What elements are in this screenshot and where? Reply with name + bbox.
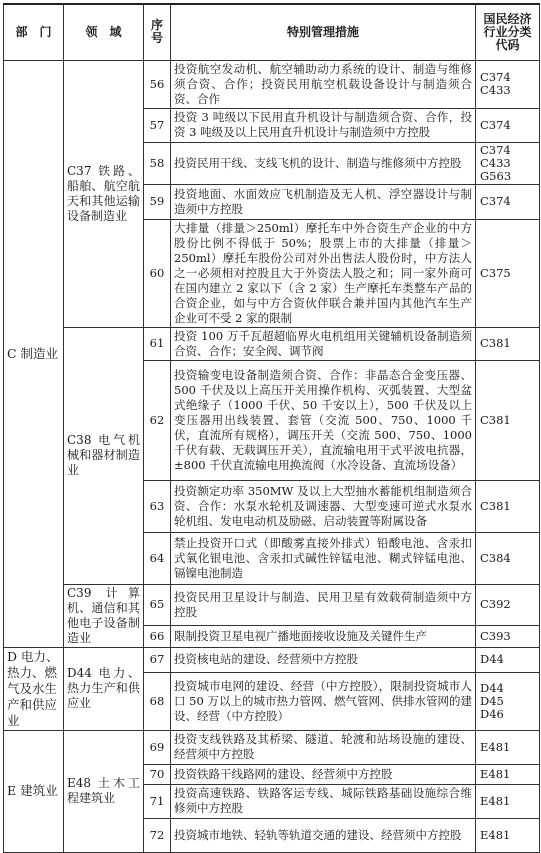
serial-cell: 62 <box>144 360 171 480</box>
industry-code: C374 <box>480 194 511 208</box>
serial-cell: 60 <box>144 219 171 327</box>
code-cell <box>476 108 540 142</box>
industry-code: D46 <box>480 706 504 721</box>
industry-code: G563 <box>480 168 512 183</box>
code-cell <box>476 672 540 730</box>
serial-cell: 72 <box>144 818 171 852</box>
field-d44: D44 电力、热力生产和供应业 <box>64 647 144 730</box>
serial-cell: 61 <box>144 327 171 360</box>
industry-code: C393 <box>480 628 511 643</box>
code-cell <box>476 532 540 584</box>
industry-code: C374 <box>480 70 511 84</box>
policy-table <box>3 3 540 853</box>
measure-cell: 投资地面、水面效应飞机制造及无人机、浮空器设计与制造须中方控股 <box>171 184 476 219</box>
header-code: 国民经济行业分类代码 <box>476 4 540 60</box>
serial-cell: 59 <box>144 184 171 219</box>
table-row <box>4 327 540 360</box>
code-cell <box>476 60 540 108</box>
measure-cell: 投资输变电设备制造须合资、合作：非晶态合金变压器、500 千伏及以上高压开关用操作机构、灭弧装置、大型盆式绝缘子（1000 千伏、50 千安以上），500 千伏及以上变压器用出线装置、套管（交流 500、750、1000 千伏，直流所有规格），调压开关（交流 500、750、1000 千伏有载、无载调压开关），直流输电用干式平波电抗器，±800 千伏直流输电用换流阀（水冷设备、直流场设备） <box>171 360 476 480</box>
code-cell <box>476 625 540 647</box>
industry-code: E481 <box>480 739 511 754</box>
sector-construction: E 建筑业 <box>4 730 64 852</box>
industry-code: E481 <box>480 766 511 781</box>
code-cell <box>476 142 540 184</box>
industry-code: C381 <box>480 498 511 513</box>
serial-cell: 63 <box>144 480 171 532</box>
code-cell <box>476 784 540 818</box>
serial-cell: 57 <box>144 108 171 142</box>
table-row <box>4 730 540 764</box>
field-c39: C39 计算机、通信和其他电子设备制造业 <box>64 584 144 647</box>
measure-cell: 投资 3 吨级以下民用直升机设计与制造须合资、合作，投资 3 吨级及以上民用直升机设计与制造须中方控股 <box>171 108 476 142</box>
code-cell <box>476 584 540 625</box>
code-cell <box>476 480 540 532</box>
measure-cell: 投资高速铁路、铁路客运专线、城际铁路基础设施综合维修须中方控股 <box>171 784 476 818</box>
field-c37: C37 铁路、船舶、航空航天和其他运输设备制造业 <box>64 60 144 327</box>
serial-cell: 68 <box>144 672 171 730</box>
header-field: 领 域 <box>64 4 144 60</box>
industry-code: C433 <box>480 155 511 170</box>
measure-cell: 投资额定功率 350MW 及以上大型抽水蓄能机组制造须合资、合作：水泵水轮机及调速器、大型变速可逆式水泵水轮机组、发电电动机及励磁、启动装置等附属设备 <box>171 480 476 532</box>
serial-cell: 71 <box>144 784 171 818</box>
code-cell <box>476 647 540 672</box>
industry-code: D44 <box>480 652 504 667</box>
header-measures: 特别管理措施 <box>171 4 476 60</box>
measure-cell: 限制投资卫星电视广播地面接收设施及关键件生产 <box>171 625 476 647</box>
code-cell <box>476 184 540 219</box>
measure-cell: 投资民用干线、支线飞机的设计、制造与维修须中方控股 <box>171 142 476 184</box>
serial-cell: 66 <box>144 625 171 647</box>
industry-code: C374 <box>480 142 511 157</box>
table-row <box>4 647 540 672</box>
measure-cell: 投资城市地铁、轻轨等轨道交通的建设、经营须中方控股 <box>171 818 476 852</box>
measure-cell: 投资支线铁路及其桥梁、隧道、轮渡和站场设施的建设、经营须中方控股 <box>171 730 476 764</box>
industry-code: C375 <box>480 265 511 280</box>
industry-code: D45 <box>480 693 504 708</box>
serial-cell: 64 <box>144 532 171 584</box>
code-cell <box>476 764 540 784</box>
header-serial: 序号 <box>144 4 171 60</box>
serial-cell: 58 <box>144 142 171 184</box>
measure-cell: 投资航空发动机、航空辅助动力系统的设计、制造与维修须合资、合作；投资民用航空机载设备设计与制造须合资、合作 <box>171 60 476 108</box>
measure-cell: 投资核电站的建设、经营须中方控股 <box>171 647 476 672</box>
table-row <box>4 584 540 625</box>
sector-manufacturing: C 制造业 <box>4 60 64 647</box>
industry-code: C381 <box>480 336 511 350</box>
measure-cell: 禁止投资开口式（即酸雾直接外排式）铅酸电池、含汞扣式氧化银电池、含汞扣式碱性锌锰电池、糊式锌锰电池、镉镍电池制造 <box>171 532 476 584</box>
industry-code: C392 <box>480 597 511 612</box>
code-cell <box>476 219 540 327</box>
field-e48: E48 土木工程建筑业 <box>64 730 144 852</box>
industry-code: C381 <box>480 412 511 427</box>
measure-cell: 投资民用卫星设计与制造、民用卫星有效载荷制造须中方控股 <box>171 584 476 625</box>
code-cell <box>476 730 540 764</box>
serial-cell: 65 <box>144 584 171 625</box>
table-row <box>4 60 540 108</box>
header-department: 部 门 <box>4 4 64 60</box>
code-cell <box>476 818 540 852</box>
measure-cell: 投资城市电网的建设、经营（中方控股），限制投资城市人口 50 万以上的城市热力管网、燃气管网、供排水管网的建设、经营（中方控股） <box>171 672 476 730</box>
industry-code: E481 <box>480 793 511 808</box>
industry-code: C433 <box>480 83 511 97</box>
measure-cell: 大排量（排量＞250ml）摩托车中外合资生产企业的中方股份比例不得低于 50%；股票上市的大排量（排量＞250ml）摩托车股份公司对外出售法人股份时，中方法人之一必须相对控股且大于外资法人股之和；同一家外商可在国内建立 2 家以下（含 2 家）生产摩托车类整车产品的合资企业，如与中方合资伙伴联合兼并国内其他汽车生产企业可不受 2 家的限制 <box>171 219 476 327</box>
serial-cell: 70 <box>144 764 171 784</box>
industry-code: E481 <box>480 827 511 842</box>
serial-cell: 56 <box>144 60 171 108</box>
industry-code: D44 <box>480 680 504 695</box>
measure-cell: 投资铁路干线路网的建设、经营须中方控股 <box>171 764 476 784</box>
serial-cell: 69 <box>144 730 171 764</box>
measure-cell: 投资 100 万千瓦超超临界火电机组用关键辅机设备制造须合资、合作；安全阀、调节阀 <box>171 327 476 360</box>
header-row <box>4 4 540 60</box>
industry-code: C384 <box>480 550 511 565</box>
industry-code: C374 <box>480 117 511 132</box>
code-cell <box>476 327 540 360</box>
field-c38: C38 电气机械和器材制造业 <box>64 327 144 584</box>
serial-cell: 67 <box>144 647 171 672</box>
sector-utilities: D 电力、热力、燃气及水生产和供应业 <box>4 647 64 730</box>
code-cell <box>476 360 540 480</box>
